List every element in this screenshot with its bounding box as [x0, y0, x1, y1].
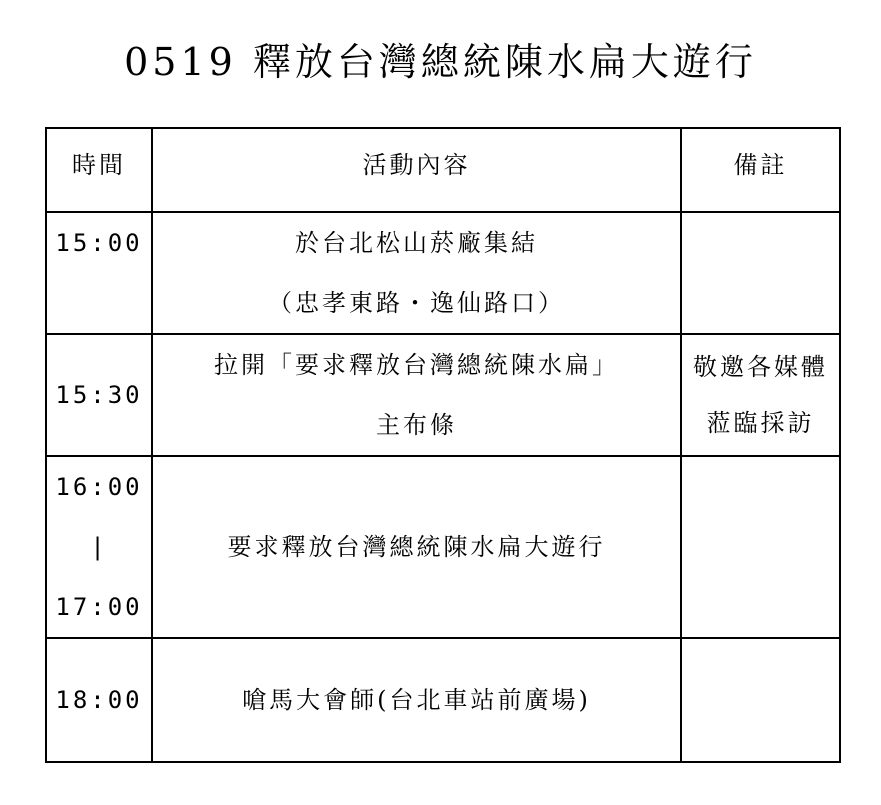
activity-cell: 要求釋放台灣總統陳水扁大遊行: [152, 456, 681, 638]
activity-cell: 於台北松山菸廠集結 （忠孝東路・逸仙路口）: [152, 212, 681, 334]
time-cell: 15:00: [46, 212, 152, 334]
table-row: [46, 334, 840, 456]
header-time: 時間: [46, 128, 152, 212]
time-cell: 18:00: [46, 638, 152, 762]
table-row: [46, 456, 840, 638]
time-cell: 15:30: [46, 334, 152, 456]
table-row: [46, 212, 840, 334]
note-cell: [681, 456, 840, 638]
header-activity: 活動內容: [152, 128, 681, 212]
note-cell: [681, 638, 840, 762]
activity-cell: 拉開「要求釋放台灣總統陳水扁」 主布條: [152, 334, 681, 456]
table-header-row: [46, 128, 840, 212]
note-cell: 敬邀各媒體 蒞臨採訪: [681, 334, 840, 456]
time-range-separator: |: [93, 533, 105, 561]
note-cell: [681, 212, 840, 334]
table-row: [46, 638, 840, 762]
time-range-cell: 16:00 | 17:00: [46, 456, 152, 638]
page-title: 0519 釋放台灣總統陳水扁大遊行: [124, 40, 757, 84]
schedule-table: [45, 127, 841, 763]
activity-cell: 嗆馬大會師(台北車站前廣場): [152, 638, 681, 762]
header-note: 備註: [681, 128, 840, 212]
